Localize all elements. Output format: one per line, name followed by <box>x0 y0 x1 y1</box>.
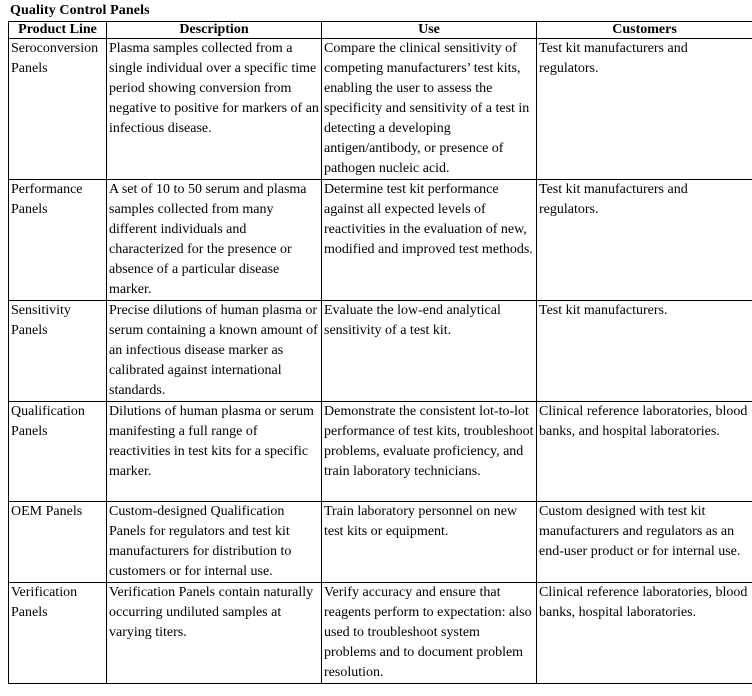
cell-description: A set of 10 to 50 serum and plasma samples collected from many different individuals and characterized for the presence or absence of a particular disease marker. <box>107 180 322 301</box>
header-product-line: Product Line <box>9 22 107 39</box>
cell-product-line: Sensitivity Panels <box>9 301 107 402</box>
cell-customers: Test kit manufacturers. <box>537 301 752 402</box>
cell-product-line: Qualification Panels <box>9 402 107 502</box>
table-row-oem <box>9 502 752 583</box>
cell-description: Precise dilutions of human plasma or serum containing a known amount of an infectious disease marker as calibrated against international standards. <box>107 301 322 402</box>
cell-customers: Clinical reference laboratories, blood banks, and hospital laboratories. <box>537 402 752 502</box>
cell-use: Demonstrate the consistent lot-to-lot performance of test kits, troubleshoot problems, evaluate proficiency, and train laboratory technicians. <box>322 402 537 502</box>
cell-use: Train laboratory personnel on new test kits or equipment. <box>322 502 537 583</box>
table-row-verification <box>9 583 752 684</box>
cell-description: Plasma samples collected from a single individual over a specific time period showing conversion from negative to positive for markers of an infectious disease. <box>107 39 322 180</box>
header-customers: Customers <box>537 22 752 39</box>
cell-customers: Clinical reference laboratories, blood banks, hospital laboratories. <box>537 583 752 684</box>
table-row-qualification <box>9 402 752 502</box>
cell-product-line: OEM Panels <box>9 502 107 583</box>
cell-product-line: Seroconversion Panels <box>9 39 107 180</box>
header-row <box>9 22 752 39</box>
header-use: Use <box>322 22 537 39</box>
header-description: Description <box>107 22 322 39</box>
table-row-seroconversion <box>9 39 752 180</box>
quality-control-panels-table <box>8 21 752 684</box>
cell-customers: Test kit manufacturers and regulators. <box>537 180 752 301</box>
cell-use: Determine test kit performance against all expected levels of reactivities in the evaluation of new, modified and improved test methods. <box>322 180 537 301</box>
cell-use: Verify accuracy and ensure that reagents perform to expectation: also used to troubleshoot system problems and to document problem resolution. <box>322 583 537 684</box>
cell-product-line: Verification Panels <box>9 583 107 684</box>
cell-use: Compare the clinical sensitivity of competing manufacturers’ test kits, enabling the user to assess the specificity and sensitivity of a test in detecting a developing antigen/antibody, or presence of pathogen nucleic acid. <box>322 39 537 180</box>
table-row-performance <box>9 180 752 301</box>
cell-customers: Test kit manufacturers and regulators. <box>537 39 752 180</box>
cell-customers: Custom designed with test kit manufacturers and regulators as an end-user product or for internal use. <box>537 502 752 583</box>
table-title: Quality Control Panels <box>10 3 150 18</box>
cell-use: Evaluate the low-end analytical sensitivity of a test kit. <box>322 301 537 402</box>
table-row-sensitivity <box>9 301 752 402</box>
cell-product-line: Performance Panels <box>9 180 107 301</box>
cell-description: Custom-designed Qualification Panels for regulators and test kit manufacturers for distribution to customers or for internal use. <box>107 502 322 583</box>
cell-description: Dilutions of human plasma or serum manifesting a full range of reactivities in test kits for a specific marker. <box>107 402 322 502</box>
cell-description: Verification Panels contain naturally occurring undiluted samples at varying titers. <box>107 583 322 684</box>
